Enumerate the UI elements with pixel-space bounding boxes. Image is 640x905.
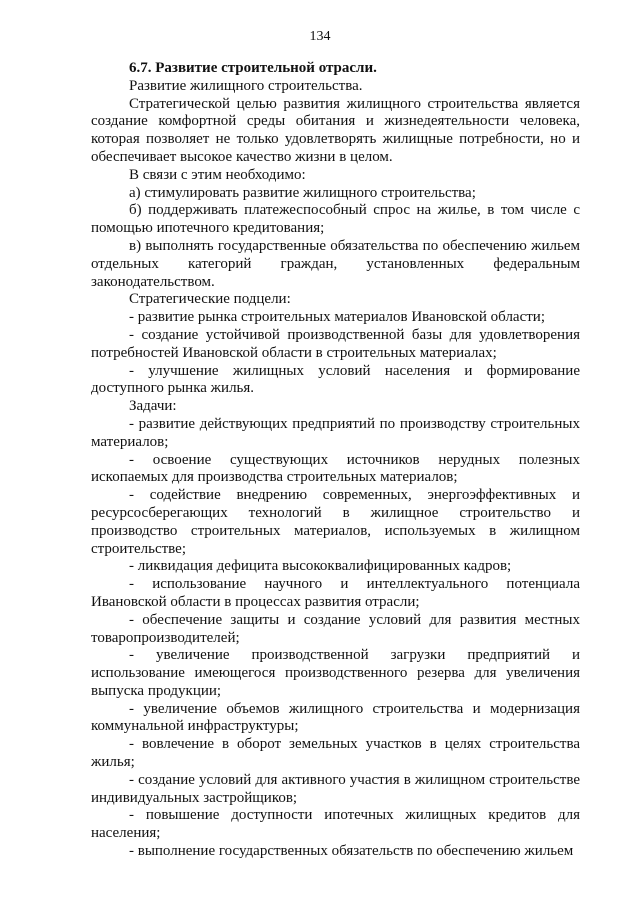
- paragraph-subheading: Развитие жилищного строительства.: [129, 77, 363, 94]
- task-item: - ликвидация дефицита высококвалифицированных кадров;: [129, 558, 512, 575]
- paragraph-strategic-goal: Стратегической целью развития жилищного строительства является создание комфортной среды обитания и жизнедеятельности человека, которая позволяет не только удовлетворять жилищные потребности, но и обеспечивает высокое качество жизни в целом.: [91, 95, 580, 165]
- section-heading: 6.7. Развитие строительной отрасли.: [129, 60, 377, 76]
- task-item: - освоение существующих источников нерудных полезных ископаемых для производства строительных материалов;: [91, 451, 580, 486]
- document-body: [91, 60, 580, 861]
- task-item: - развитие действующих предприятий по производству строительных материалов;: [91, 415, 580, 450]
- task-item: - содействие внедрению современных, энергоэффективных и ресурсосберегающих технологий в жилищное строительство и производство строительных материалов, используемых в жилищном строительстве;: [91, 487, 580, 557]
- paragraph-necessity-intro: В связи с этим необходимо:: [129, 166, 306, 183]
- task-item: - увеличение производственной загрузки предприятий и использование имеющегося производственного резерва для увеличения выпуска продукции;: [91, 647, 580, 699]
- task-item: - обеспечение защиты и создание условий для развития местных товаропроизводителей;: [91, 611, 580, 646]
- tasks-heading: Задачи:: [129, 398, 177, 415]
- task-item: - вовлечение в оборот земельных участков в целях строительства жилья;: [91, 736, 580, 771]
- task-item: - создание условий для активного участия в жилищном строительстве индивидуальных застройщиков;: [91, 771, 580, 806]
- task-item: - увеличение объемов жилищного строительства и модернизация коммунальной инфраструктуры;: [91, 700, 580, 735]
- page-number: 134: [309, 29, 331, 44]
- subgoal-item: - создание устойчивой производственной базы для удовлетворения потребностей Ивановской области в строительных материалах;: [91, 326, 580, 361]
- subgoals-heading: Стратегические подцели:: [129, 291, 291, 308]
- task-item: - повышение доступности ипотечных жилищных кредитов для населения;: [91, 807, 580, 842]
- list-item-c: в) выполнять государственные обязательства по обеспечению жильем отдельных категорий граждан, установленных федеральным законодательством.: [91, 237, 580, 290]
- task-item: - выполнение государственных обязательств по обеспечению жильем: [129, 843, 574, 860]
- task-item: - использование научного и интеллектуального потенциала Ивановской области в процессах развития отрасли;: [91, 576, 580, 610]
- subgoal-item: - улучшение жилищных условий населения и формирование доступного рынка жилья.: [91, 362, 580, 397]
- list-item-b: б) поддерживать платежеспособный спрос на жилье, в том числе с помощью ипотечного кредитования;: [91, 202, 580, 237]
- subgoal-item: - развитие рынка строительных материалов Ивановской области;: [129, 309, 545, 326]
- list-item-a: а) стимулировать развитие жилищного строительства;: [129, 184, 476, 201]
